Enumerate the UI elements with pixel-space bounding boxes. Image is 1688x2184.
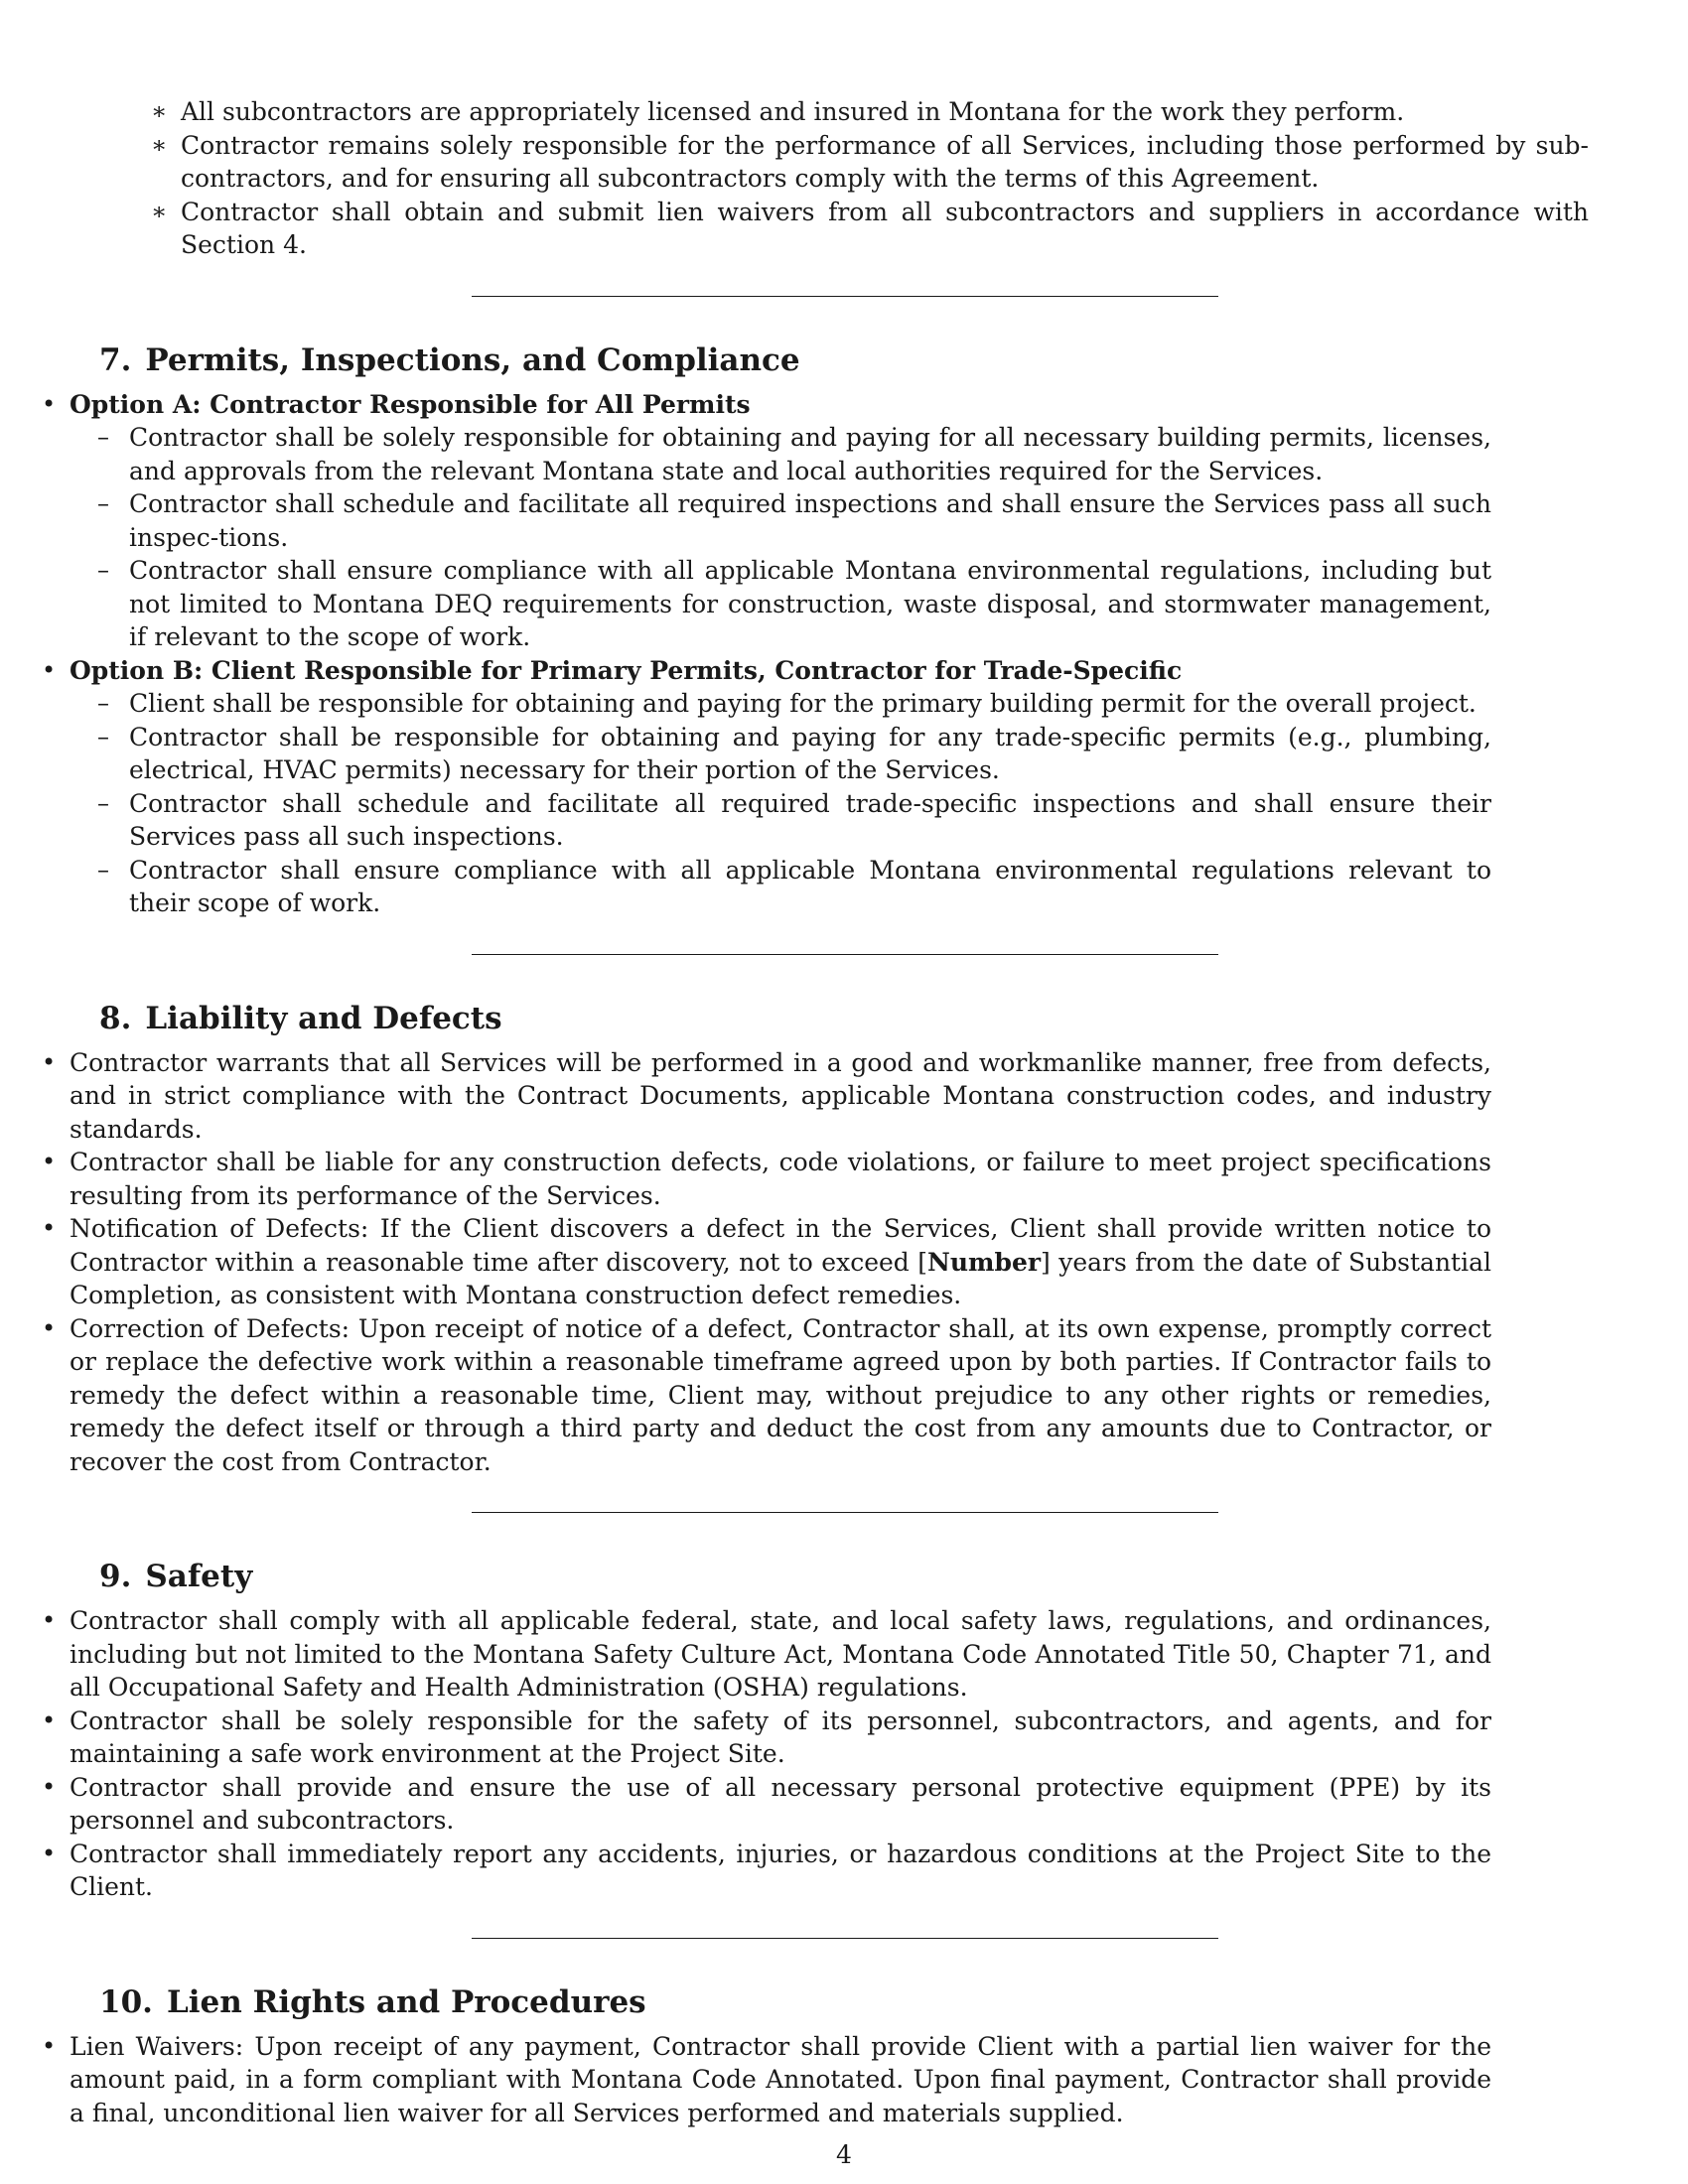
section-title: Liability and Defects <box>145 1000 502 1036</box>
list-item: • Contractor shall be solely responsible for the safety of its personnel, subcontractors, and agents, and for maintaining a safe work environment at the Project Site. <box>70 1705 1491 1771</box>
document-page <box>70 95 1589 2129</box>
option-a-items <box>70 421 1491 654</box>
list-item: • Contractor shall provide and ensure the use of all necessary personal protective equipment (PPE) by its personnel and subcontractors. <box>70 1771 1491 1838</box>
list-item: ∗ Contractor shall obtain and submit lien waivers from all subcontractors and suppliers in accordance with Section 4. <box>181 196 1589 262</box>
lien-rights-list <box>0 2030 1491 2130</box>
section-number: 9. <box>99 1559 132 1594</box>
list-item: – Contractor shall ensure compliance with all applicable Montana environmental regulations relevant to their scope of work. <box>129 854 1491 920</box>
page-number: 4 <box>836 2140 852 2169</box>
list-item <box>70 1212 1491 1312</box>
list-item: ∗ Contractor remains solely responsible for the performance of all Services, including those performed by sub-contractors, and for ensuring all subcontractors comply with the terms of this Agreement. <box>181 129 1589 196</box>
section-title: Lien Rights and Procedures <box>166 1983 646 2020</box>
list-item: – Client shall be responsible for obtaining and paying for the primary building permit for the overall project. <box>129 687 1491 721</box>
liability-list <box>0 1046 1491 1479</box>
section-number: 10. <box>99 1983 153 2020</box>
section-divider <box>472 1938 1218 1939</box>
number-placeholder: Number <box>926 1247 1042 1277</box>
section-divider <box>472 296 1218 297</box>
option-b-label: Option B: Client Responsible for Primary Permits, Contractor for Trade-Specific <box>70 655 1183 685</box>
list-item: • Correction of Defects: Upon receipt of notice of a defect, Contractor shall, at its own expense, promptly correct or replace the defective work within a reasonable timeframe agreed upon by both parties. If Contractor fails to remedy the defect within a reasonable time, Client may, without prejudice to any other rights or remedies, remedy the defect itself or through a third party and deduct the cost from any amounts due to Contractor, or recover the cost from Contractor. <box>70 1312 1491 1479</box>
section-number: 8. <box>99 1000 132 1036</box>
section-heading <box>99 1557 1589 1596</box>
list-item: • Lien Waivers: Upon receipt of any payment, Contractor shall provide Client with a partial lien waiver for the amount paid, in a form compliant with Montana Code Annotated. Upon final payment, Contractor shall provide a final, unconditional lien waiver for all Services performed and materials supplied. <box>70 2030 1491 2130</box>
section-divider <box>472 1512 1218 1513</box>
list-item: • Contractor shall be liable for any construction defects, code violations, or failure to meet project specifications resulting from its performance of the Services. <box>70 1146 1491 1212</box>
list-item: – Contractor shall schedule and facilitate all required trade-specific inspections and shall ensure their Services pass all such inspections. <box>129 787 1491 854</box>
permits-options-list <box>0 388 1491 920</box>
section-title: Permits, Inspections, and Compliance <box>145 341 800 378</box>
section-heading <box>99 999 1589 1038</box>
list-item: • Contractor warrants that all Services will be performed in a good and workmanlike manner, free from defects, and in strict compliance with the Contract Documents, applicable Montana construction codes, and industry standards. <box>70 1046 1491 1147</box>
section-number: 7. <box>99 341 132 378</box>
notification-text-pre: Notification of Defects: If the Client discovers a defect in the Services, Client shall provide written notice to Contractor within a reasonable time after discovery, not to exceed [ <box>70 1214 1491 1277</box>
section-heading <box>99 1982 1589 2022</box>
list-item: – Contractor shall be responsible for obtaining and paying for any trade-specific permits (e.g., plumbing, electrical, HVAC permits) necessary for their portion of the Services. <box>129 721 1491 787</box>
list-item: ∗ All subcontractors are appropriately licensed and insured in Montana for the work they perform. <box>181 95 1589 129</box>
subcontractor-conditions-list <box>0 95 1589 262</box>
safety-list <box>0 1604 1491 1904</box>
option-b <box>70 654 1491 920</box>
list-item: – Contractor shall be solely responsible for obtaining and paying for all necessary building permits, licenses, and approvals from the relevant Montana state and local authorities required for the Services. <box>129 421 1491 487</box>
list-item: – Contractor shall schedule and facilitate all required inspections and shall ensure the Services pass all such inspec-tions. <box>129 487 1491 554</box>
section-heading <box>99 341 1589 380</box>
list-item: • Contractor shall comply with all applicable federal, state, and local safety laws, regulations, and ordinances, including but not limited to the Montana Safety Culture Act, Montana Code Annotated Title 50, Chapter 71, and all Occupational Safety and Health Administration (OSHA) regulations. <box>70 1604 1491 1705</box>
option-a-label: Option A: Contractor Responsible for All Permits <box>70 389 751 419</box>
section-title: Safety <box>145 1559 253 1594</box>
list-item: – Contractor shall ensure compliance with all applicable Montana environmental regulations, including but not limited to Montana DEQ requirements for construction, waste disposal, and stormwater management, if relevant to the scope of work. <box>129 554 1491 654</box>
section-divider <box>472 954 1218 955</box>
list-item: • Contractor shall immediately report any accidents, injuries, or hazardous conditions at the Project Site to the Client. <box>70 1838 1491 1904</box>
notification-text-post: ] years from the date of Substantial Completion, as consistent with Montana construction defect remedies. <box>70 1247 1491 1309</box>
option-b-items <box>70 687 1491 920</box>
option-a <box>70 388 1491 654</box>
